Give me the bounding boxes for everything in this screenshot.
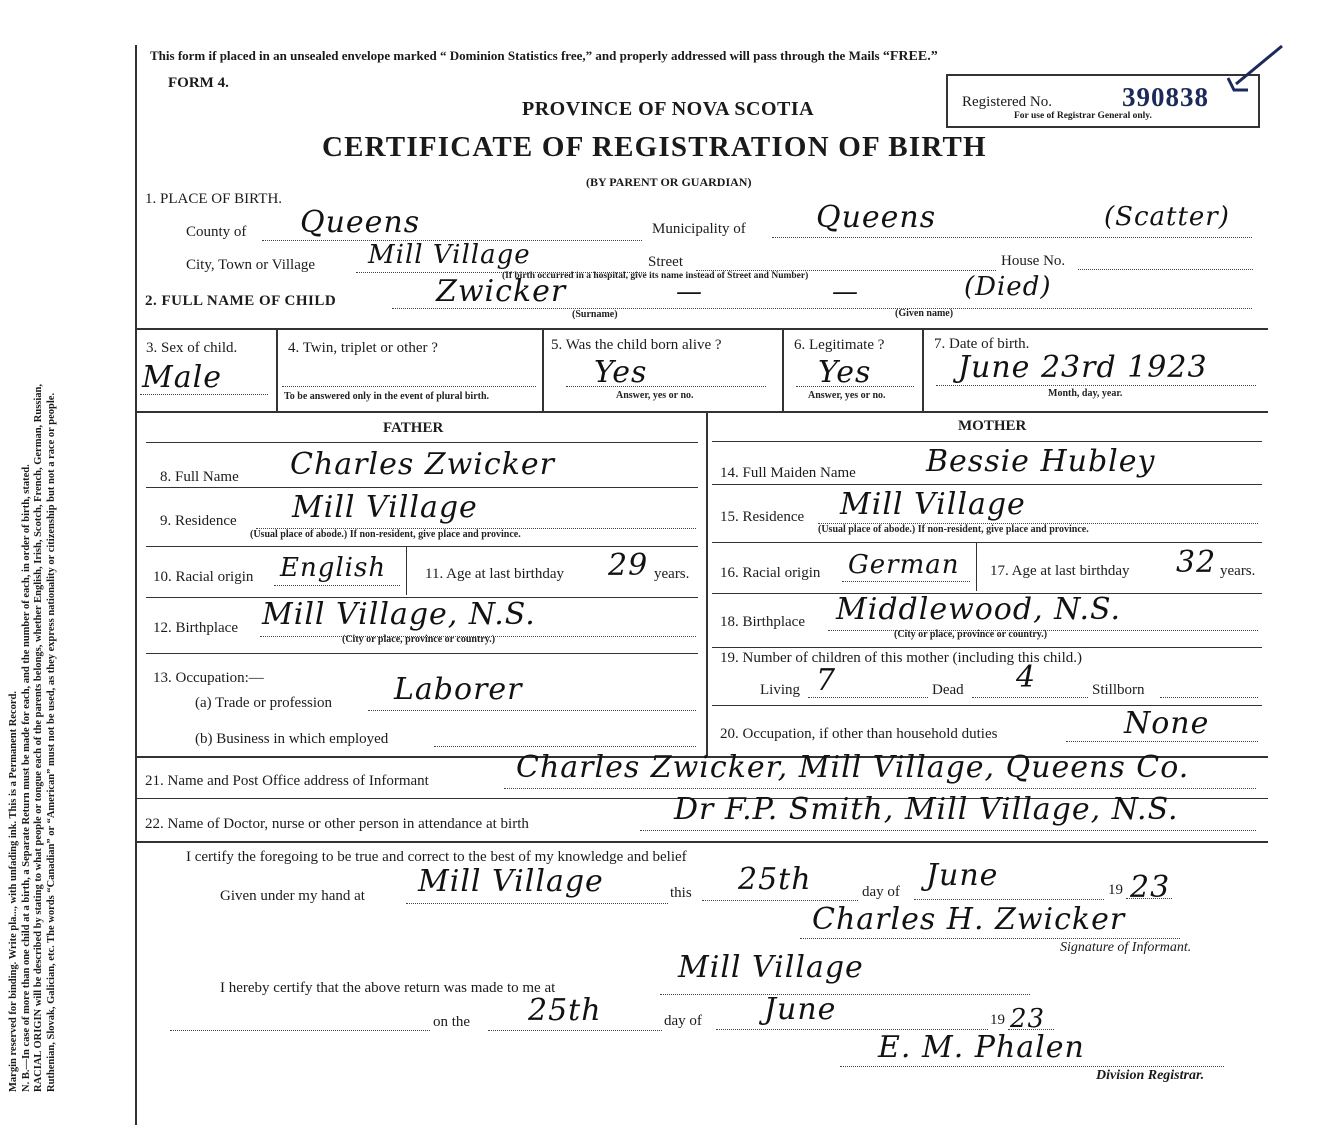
date-of-birth-note: Month, day, year. xyxy=(1048,388,1123,399)
twin-label: 4. Twin, triplet or other ? xyxy=(288,340,438,356)
informant-value: Charles Zwicker, Mill Village, Queens Co. xyxy=(516,750,1190,785)
section-divider xyxy=(137,841,1268,843)
children-count-label: 19. Number of children of this mother (including this child.) xyxy=(720,650,1083,666)
mother-residence-label: 15. Residence xyxy=(720,509,805,525)
father-birthplace-note: (City or place, province or country.) xyxy=(342,634,496,645)
parents-rule xyxy=(712,441,1262,442)
sex-value: Male xyxy=(142,360,222,395)
certify-text: I certify the foregoing to be true and correct to the best of my knowledge and belief xyxy=(186,849,687,865)
place-of-birth-heading: 1. PLACE OF BIRTH. xyxy=(145,191,283,207)
cert-year-suffix: 23 xyxy=(1130,870,1171,905)
registrar-year-prefix: 19 xyxy=(990,1012,1005,1028)
municipality-note: (Scatter) xyxy=(1104,202,1230,232)
child-dash: — xyxy=(832,277,859,307)
row-rule xyxy=(712,647,1262,648)
row-rule xyxy=(146,653,698,654)
legitimate-value: Yes xyxy=(818,355,872,390)
row-rule xyxy=(712,542,1262,543)
mother-name-value: Bessie Hubley xyxy=(926,444,1156,479)
page-title: CERTIFICATE OF REGISTRATION OF BIRTH xyxy=(322,131,987,163)
doctor-value: Dr F.P. Smith, Mill Village, N.S. xyxy=(674,792,1179,827)
informant-label: 21. Name and Post Office address of Informant xyxy=(145,773,429,789)
mother-residence-note: (Usual place of abode.) If non-resident, give place and province. xyxy=(818,524,1089,535)
given-label: Given under my hand at xyxy=(220,888,365,904)
this-label: this xyxy=(670,885,692,901)
house-label: House No. xyxy=(1001,253,1066,269)
father-residence-note: (Usual place of abode.) If non-resident, give place and province. xyxy=(250,529,521,540)
father-age-value: 29 xyxy=(608,548,649,583)
hospital-note: (If birth occurred in a hospital, give its name instead of Street and Number) xyxy=(502,271,809,281)
row-rule xyxy=(146,546,698,547)
father-residence-value: Mill Village xyxy=(292,490,478,525)
trade-label: (a) Trade or profession xyxy=(195,695,333,711)
registrar-place-value: Mill Village xyxy=(678,950,864,985)
cert-day-value: 25th xyxy=(738,862,812,897)
alive-value: Yes xyxy=(594,355,648,390)
parents-divider xyxy=(706,411,708,756)
registrar-on-the-label: on the xyxy=(433,1014,471,1030)
father-birthplace-label: 12. Birthplace xyxy=(153,620,238,636)
mother-race-label: 16. Racial origin xyxy=(720,565,821,581)
mail-notice: This form if placed in an unsealed envelope marked “ Dominion Statistics free,” and properly addressed will pass through the Mails “FREE.” xyxy=(150,48,938,64)
registrar-caption: Division Registrar. xyxy=(1096,1068,1205,1083)
given-place-value: Mill Village xyxy=(418,864,604,899)
mother-occupation-value: None xyxy=(1124,706,1210,741)
cert-month-value: June xyxy=(926,858,999,893)
municipality-value: Queens xyxy=(816,200,937,235)
dead-label: Dead xyxy=(932,682,964,698)
legitimate-label: 6. Legitimate ? xyxy=(794,337,885,353)
mother-race-value: German xyxy=(848,550,960,580)
mother-name-label: 14. Full Maiden Name xyxy=(720,465,856,481)
father-name-value: Charles Zwicker xyxy=(290,447,555,482)
cert-day-of-label: day of xyxy=(862,884,900,900)
county-label: County of xyxy=(186,224,247,240)
mother-age-unit: years. xyxy=(1220,563,1256,579)
dead-value: 4 xyxy=(1016,660,1037,695)
margin-note-line: Margin reserved for binding. Write pla..., with unfading ink. This is a Permanent Record. xyxy=(8,691,19,1092)
cert-year-prefix: 19 xyxy=(1108,882,1123,898)
row-rule xyxy=(712,484,1262,485)
business-label: (b) Business in which employed xyxy=(195,731,389,747)
registered-label: Registered No. xyxy=(962,94,1052,110)
legitimate-note: Answer, yes or no. xyxy=(808,390,886,401)
child-name-label: 2. FULL NAME OF CHILD xyxy=(145,293,337,309)
father-age-unit: years. xyxy=(654,566,690,582)
column-divider xyxy=(542,328,544,411)
registrar-day-of-label: day of xyxy=(664,1013,702,1029)
surname-caption: (Surname) xyxy=(572,309,618,320)
mother-residence-value: Mill Village xyxy=(840,487,1026,522)
mother-age-label: 17. Age at last birthday xyxy=(990,563,1130,579)
registered-box xyxy=(946,74,1260,128)
occupation-label: 13. Occupation:— xyxy=(153,670,264,686)
margin-note-line: RACIAL ORIGIN will be described by stating to what people or tongue each of the parents belongs, whether English, Irish, Scotch, French, German, Russian, xyxy=(33,383,45,1092)
living-value: 7 xyxy=(816,663,837,698)
date-of-birth-label: 7. Date of birth. xyxy=(934,336,1030,352)
registrar-signature: E. M. Phalen xyxy=(878,1030,1085,1065)
page-subtitle: (BY PARENT OR GUARDIAN) xyxy=(586,175,752,189)
alive-note: Answer, yes or no. xyxy=(616,390,694,401)
form-number: FORM 4. xyxy=(168,75,229,91)
registrar-month-value: June xyxy=(764,992,837,1027)
father-age-label: 11. Age at last birthday xyxy=(425,566,564,582)
child-surname-value: Zwicker xyxy=(436,274,567,309)
city-value: Mill Village xyxy=(368,240,531,270)
province-heading: PROVINCE OF NOVA SCOTIA xyxy=(522,98,815,120)
registrar-day-value: 25th xyxy=(528,993,602,1028)
section-divider xyxy=(137,328,1268,330)
municipality-label: Municipality of xyxy=(652,221,746,237)
mother-birthplace-value: Middlewood, N.S. xyxy=(836,592,1122,627)
check-arrow-mark xyxy=(1220,40,1290,100)
sex-label: 3. Sex of child. xyxy=(146,340,238,356)
registrar-certify-text: I hereby certify that the above return was made to me at xyxy=(220,980,556,996)
registrar-year-suffix: 23 xyxy=(1010,1004,1046,1034)
trade-value: Laborer xyxy=(394,672,523,707)
row-divider xyxy=(976,543,977,591)
informant-signature: Charles H. Zwicker xyxy=(812,902,1126,937)
margin-note-line: N. B.—In case of more than one child at a birth, a Separate Return must be made for each, and the number of each, in order of birth, stated. xyxy=(20,464,32,1092)
margin-notes xyxy=(8,42,58,1092)
mother-birthplace-note: (City or place, province or country.) xyxy=(894,629,1048,640)
street-label: Street xyxy=(648,254,683,270)
living-label: Living xyxy=(760,682,800,698)
informant-signature-caption: Signature of Informant. xyxy=(1060,940,1192,955)
father-race-value: English xyxy=(280,553,387,583)
mother-birthplace-label: 18. Birthplace xyxy=(720,614,805,630)
mother-occupation-label: 20. Occupation, if other than household duties xyxy=(720,726,998,742)
father-birthplace-value: Mill Village, N.S. xyxy=(262,597,536,632)
row-divider xyxy=(406,547,407,595)
column-divider xyxy=(276,328,278,411)
registered-number: 390838 xyxy=(1122,82,1209,112)
registrar-note: For use of Registrar General only. xyxy=(1014,111,1152,121)
date-of-birth-value: June 23rd 1923 xyxy=(958,350,1208,385)
given-caption: (Given name) xyxy=(895,308,954,319)
stillborn-label: Stillborn xyxy=(1092,682,1145,698)
alive-label: 5. Was the child born alive ? xyxy=(551,337,722,353)
child-given-value: (Died) xyxy=(964,272,1052,302)
column-divider xyxy=(922,328,924,411)
child-dash: — xyxy=(676,277,703,307)
county-value: Queens xyxy=(300,205,421,240)
mother-heading: MOTHER xyxy=(958,418,1027,434)
margin-note-line: Ruthenian, Slovak, Galician, etc. The words “Canadian” or “American” must not be used, as they express nationality or citizenship but not a race or people. xyxy=(45,392,57,1092)
father-residence-label: 9. Residence xyxy=(160,513,237,529)
parents-rule xyxy=(146,442,698,443)
city-label: City, Town or Village xyxy=(186,257,316,273)
twin-note: To be answered only in the event of plural birth. xyxy=(284,391,490,402)
father-name-label: 8. Full Name xyxy=(160,469,239,485)
father-heading: FATHER xyxy=(383,420,444,436)
row-rule xyxy=(146,487,698,488)
doctor-label: 22. Name of Doctor, nurse or other person in attendance at birth xyxy=(145,816,529,832)
mother-age-value: 32 xyxy=(1176,545,1217,580)
father-race-label: 10. Racial origin xyxy=(153,569,254,585)
column-divider xyxy=(782,328,784,411)
section-divider xyxy=(137,411,1268,413)
margin-rule xyxy=(135,45,137,1125)
